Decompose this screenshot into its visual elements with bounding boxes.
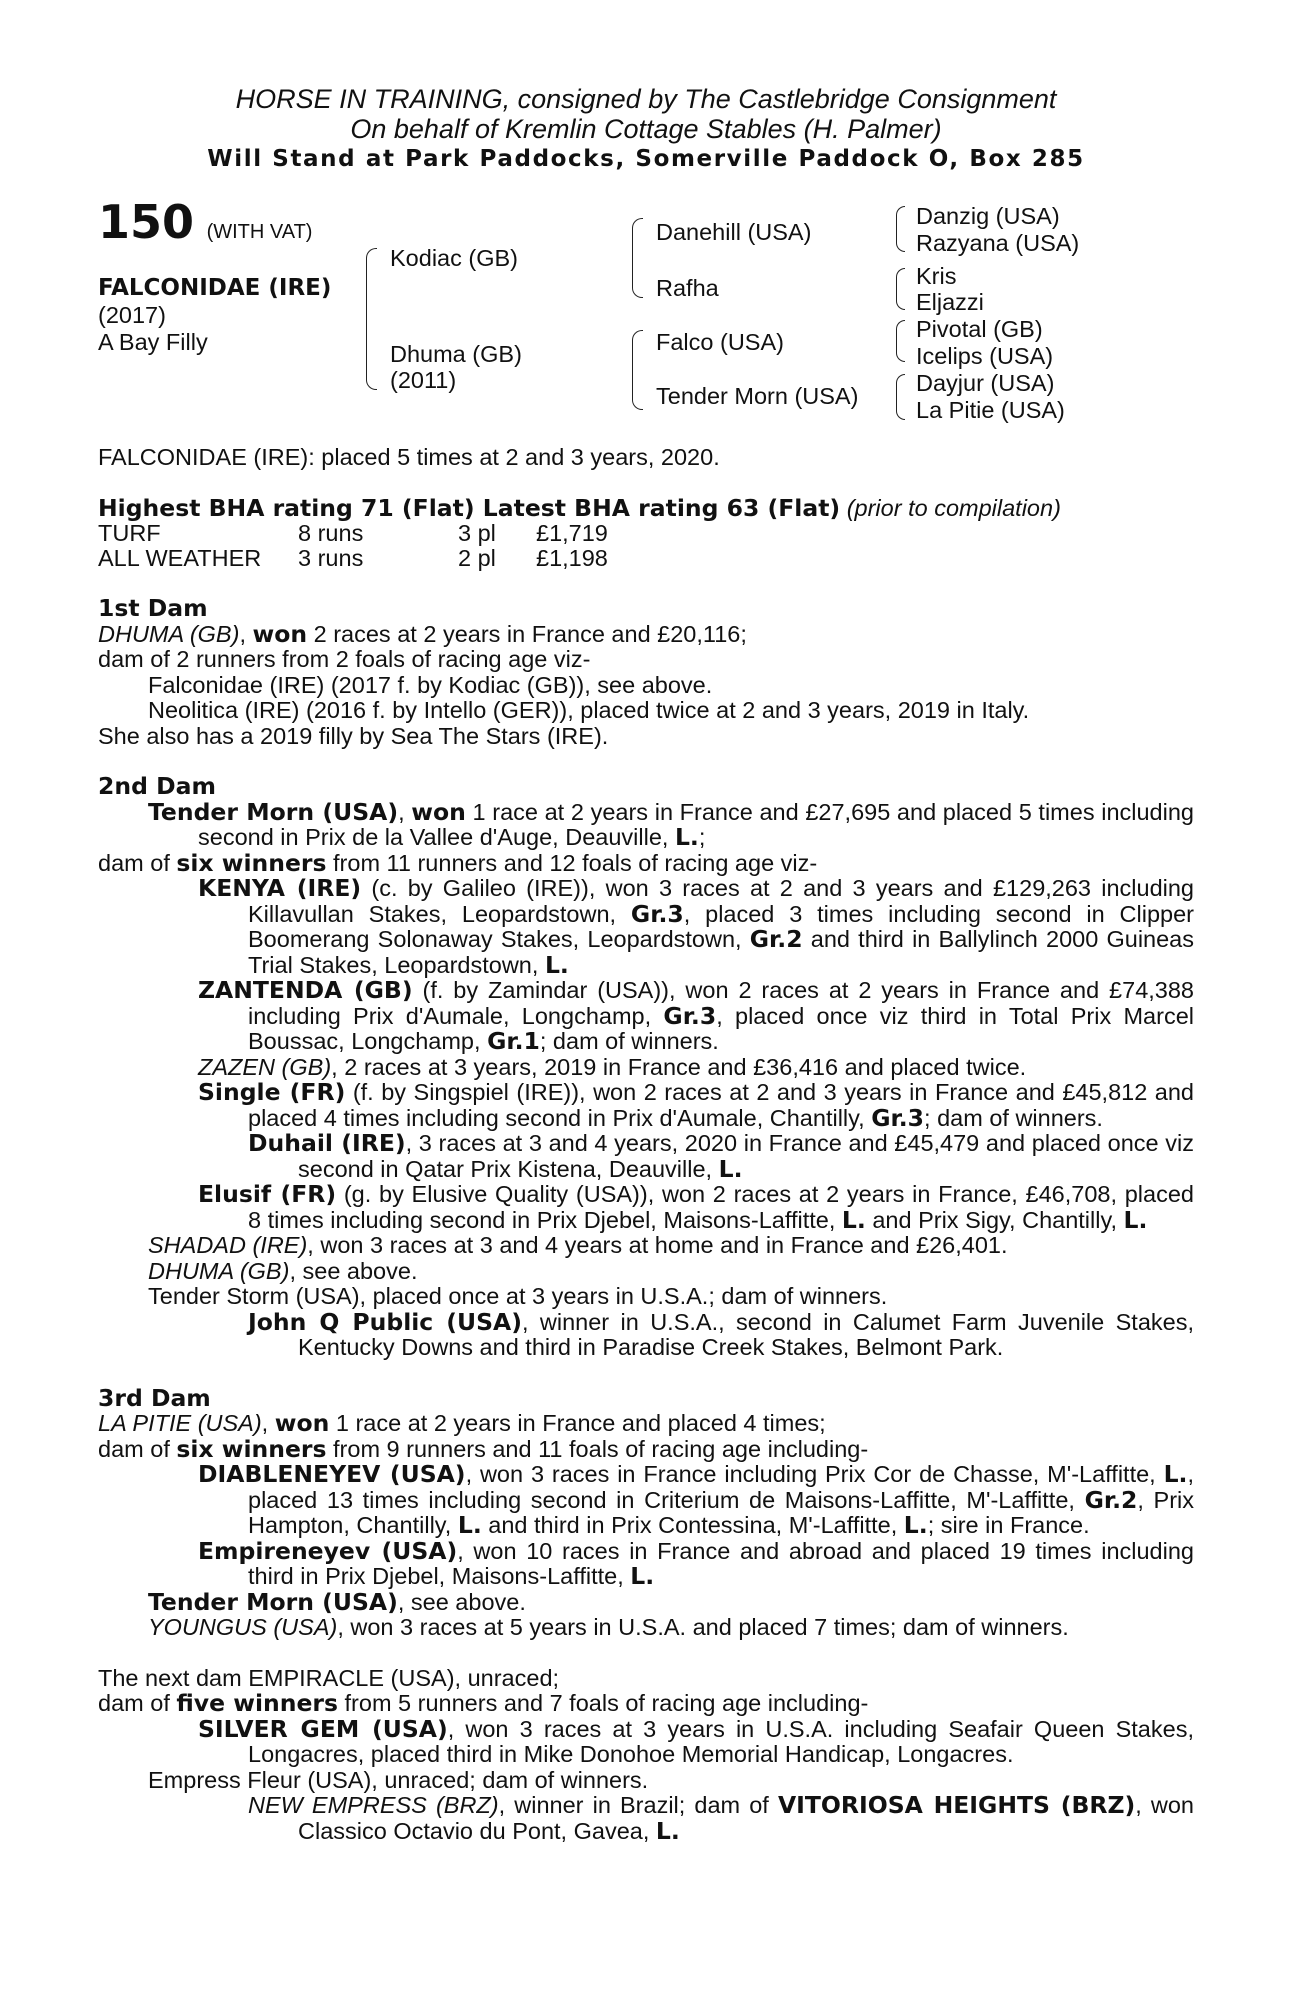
body-text <box>98 445 1194 1844</box>
brace-parents <box>366 248 377 390</box>
produce-line: Empireneyev (USA), won 10 races in France and abroad and placed 19 times including third in Prix Djebel, Maisons-Laffitte, L. <box>198 1536 1194 1590</box>
lot-header <box>98 84 1194 174</box>
rating-section <box>98 493 1194 572</box>
dam-record: LA PITIE (USA), won 1 race at 2 years in France and placed 4 times; <box>98 1409 826 1437</box>
produce-line: Neolitica (IRE) (2016 f. by Intello (GER)), placed twice at 2 and 3 years, 2019 in Italy. <box>148 697 1030 723</box>
produce-line: Empress Fleur (USA), unraced; dam of winners. <box>148 1766 649 1793</box>
produce-line: Tender Morn (USA), see above. <box>148 1587 526 1616</box>
stat-prize: £1,719 <box>536 520 608 546</box>
consignor-line: HORSE IN TRAINING, consigned by The Castlebridge Consignment <box>235 84 1057 114</box>
horse-description: A Bay Filly <box>98 329 208 355</box>
lot-number: 150 <box>98 195 195 249</box>
rating-note: (prior to compilation) <box>846 494 1061 521</box>
produce-line: SHADAD (IRE), won 3 races at 3 and 4 years at home and in France and £26,401. <box>148 1232 1008 1258</box>
produce-line: Tender Storm (USA), placed once at 3 years in U.S.A.; dam of winners. <box>148 1283 888 1309</box>
race-stats-table <box>98 521 608 571</box>
horse-name: FALCONIDAE (IRE) <box>98 275 332 301</box>
rating-text: Highest BHA rating 71 (Flat) Latest BHA rating 63 (Flat) <box>98 493 841 522</box>
behalf-line: On behalf of Kremlin Cottage Stables (H. Palmer) <box>350 114 942 144</box>
dam-produce-intro: dam of six winners from 9 runners and 11 foals of racing age including- <box>98 1434 869 1463</box>
produce-line: SILVER GEM (USA), won 3 races at 3 years in U.S.A. including Seafair Queen Stakes, Longacres, placed third in Mike Donohoe Memorial Handicap, Longacres. <box>198 1714 1194 1767</box>
produce-line: John Q Public (USA), winner in U.S.A., second in Calumet Farm Juvenile Stakes, Kentucky Downs and third in Paradise Creek Stakes, Belmont Park. <box>248 1307 1194 1360</box>
pedigree-sire: Kodiac (GB) <box>390 245 518 271</box>
produce-line: ZAZEN (GB), 2 races at 3 years, 2019 in France and £36,416 and placed twice. <box>198 1053 1027 1080</box>
pedigree-ddd: La Pitie (USA) <box>916 397 1065 423</box>
brace-gg4 <box>896 374 905 420</box>
horse-year: (2017) <box>98 302 166 328</box>
produce-line: Single (FR) (f. by Singspiel (IRE)), won 2 races at 2 and 3 years in France and £45,812 and placed 4 times including second in Prix d'Aumale, Chantilly, Gr.3; dam of winners. <box>198 1078 1194 1132</box>
location-line: Will Stand at Park Paddocks, Somerville Paddock O, Box 285 <box>207 146 1085 172</box>
lot-number-row <box>98 195 313 249</box>
pedigree-sdd: Eljazzi <box>916 289 984 315</box>
vat-label: (WITH VAT) <box>206 221 313 243</box>
brace-gg1 <box>896 206 905 252</box>
pedigree-ss: Danehill (USA) <box>656 219 812 245</box>
brace-gg3 <box>896 320 905 362</box>
pedigree-sd: Rafha <box>656 275 719 301</box>
next-dam-section <box>98 1666 1194 1845</box>
table-row <box>98 546 608 571</box>
produce-line: YOUNGUS (USA), won 3 races at 5 years in U.S.A. and placed 7 times; dam of winners. <box>148 1614 1069 1640</box>
race-summary: FALCONIDAE (IRE): placed 5 times at 2 and 3 years, 2020. <box>98 444 720 470</box>
produce-line: DIABLENEYEV (USA), won 3 races in France including Prix Cor de Chasse, M'-Laffitte, L., placed 13 times including second in Criterium de Maisons-Laffitte, M'-Laffitte, Gr.2, Prix Hampton, Chantilly, L. and third in Prix Contessina, M'-Laffitte, L.; sire in France. <box>198 1460 1195 1539</box>
stat-surface: TURF <box>98 520 161 546</box>
dam-produce-intro: dam of five winners from 5 runners and 7 foals of racing age including- <box>98 1689 869 1717</box>
produce-line: Duhail (IRE), 3 races at 3 and 4 years, 2020 in France and £45,479 and placed once viz second in Qatar Prix Kistena, Deauville, L. <box>248 1129 1194 1183</box>
stat-placed: 3 pl <box>458 520 496 546</box>
brace-sire-parents <box>632 218 643 298</box>
won-label: won <box>252 619 308 648</box>
section-heading: 3rd Dam <box>98 1383 211 1412</box>
pedigree-dsd: Icelips (USA) <box>916 343 1054 369</box>
pedigree-dds: Dayjur (USA) <box>916 370 1055 396</box>
pedigree-dam-year: (2011) <box>390 367 457 393</box>
dam-record: Tender Morn (USA), won 1 race at 2 years in France and £27,695 and placed 5 times including second in Prix de la Vallee d'Auge, Deauville, L.; <box>148 797 1194 851</box>
second-dam-section <box>98 774 1194 1361</box>
brace-gg2 <box>896 268 905 310</box>
pedigree-sss: Danzig (USA) <box>916 203 1060 229</box>
produce-line: Elusif (FR) (g. by Elusive Quality (USA)), won 2 races at 2 years in France, £46,708, placed 8 times including second in Prix Djebel, Maisons-Laffitte, L. and Prix Sigy, Chantilly, L. <box>198 1180 1194 1234</box>
pedigree-dd: Tender Morn (USA) <box>656 383 859 409</box>
produce-line: KENYA (IRE) (c. by Galileo (IRE)), won 3 races at 2 and 3 years and £129,263 including Killavullan Stakes, Leopardstown, Gr.3, placed 3 times including second in Clipper Boomerang Solonaway Stakes, Leopardstown, Gr.2 and third in Ballylinch 2000 Guineas Trial Stakes, Leopardstown, L. <box>198 874 1195 979</box>
pedigree-sds: Kris <box>916 263 957 289</box>
produce-line: Falconidae (IRE) (2017 f. by Kodiac (GB)), see above. <box>148 671 713 698</box>
stat-surface: ALL WEATHER <box>98 545 262 571</box>
produce-line: NEW EMPRESS (BRZ), winner in Brazil; dam of VITORIOSA HEIGHTS (BRZ), won Classico Octavio du Pont, Gavea, L. <box>248 1791 1194 1845</box>
pedigree-ssd: Razyana (USA) <box>916 230 1080 256</box>
produce-note: She also has a 2019 filly by Sea The Stars (IRE). <box>98 722 609 749</box>
pedigree-dss: Pivotal (GB) <box>916 316 1043 342</box>
dam-name: DHUMA (GB) <box>98 620 240 647</box>
stat-prize: £1,198 <box>536 545 608 571</box>
pedigree-ds: Falco (USA) <box>656 329 784 355</box>
produce-line: DHUMA (GB), see above. <box>148 1257 418 1284</box>
dam-produce-intro: dam of six winners from 11 runners and 12 foals of racing age viz- <box>98 848 818 877</box>
dam-produce-intro: dam of 2 runners from 2 foals of racing age viz- <box>98 646 591 672</box>
stat-runs: 3 runs <box>298 545 364 571</box>
brace-dam-parents <box>632 330 643 410</box>
third-dam-section <box>98 1383 1195 1641</box>
section-heading: 2nd Dam <box>98 772 216 800</box>
first-dam-section: 1st Dam DHUMA (GB), won 2 races at 2 years in France and £20,116; dam of 2 runners from 2 foals of racing age viz- Falconidae (IRE) (2017 f. by Kodiac (GB)), see above. Neolitica (IRE) (2016 f. by Intello (GER)), placed twice at 2 and 3 years, 2019 in Italy. She also has a 2019 filly by Sea The Stars (IRE). <box>98 596 1194 749</box>
section-heading: 1st Dam <box>98 594 208 622</box>
stat-runs: 8 runs <box>298 520 364 546</box>
stat-placed: 2 pl <box>458 545 496 571</box>
next-dam-line: The next dam EMPIRACLE (USA), unraced; <box>98 1664 560 1691</box>
table-row <box>98 521 608 546</box>
dam-record: 2 races at 2 years in France and £20,116; <box>307 620 747 647</box>
pedigree-dam: Dhuma (GB) <box>390 341 522 367</box>
produce-line: ZANTENDA (GB) (f. by Zamindar (USA)), won 2 races at 2 years in France and £74,388 including Prix d'Aumale, Longchamp, Gr.3, placed once viz third in Total Prix Marcel Boussac, Longchamp, Gr.1; dam of winners. <box>198 976 1194 1055</box>
